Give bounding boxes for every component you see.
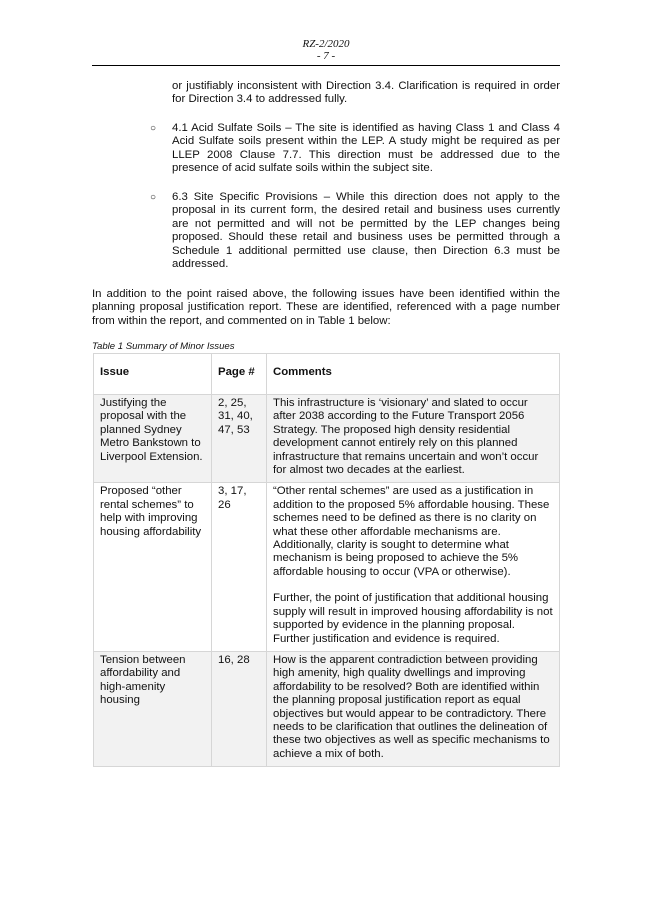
bullet-text: 4.1 Acid Sulfate Soils – The site is identified as having Class 1 and Class 4 Acid Sulfate soils present within the LEP. A study might be required as per LLEP 2008 Clause 7.7. This direction must be addressed due to the presence of acid sulfate soils within the subject site. [172, 122, 560, 175]
comment-paragraph: “Other rental schemes” are used as a justification in addition to the proposed 5% affordable housing. These schemes need to be defined as there is no clarity on what these other affordable mechanisms are. Additionally, clarity is sought to determine what mechanism is being proposed to achieve the 5% affordable housing to occur (VPA or otherwise). [273, 485, 550, 578]
page-number: - 7 - [316, 50, 336, 62]
column-header-issue: Issue [94, 354, 212, 395]
comment-paragraph: This infrastructure is ‘visionary’ and slated to occur after 2038 according to the Future Transport 2056 Strategy. The proposed high density residential development cannot entirely rely on this planned infrastructure that remains uncertain and won’t occur for almost two decades at the earliest. [273, 397, 539, 477]
bullet-text: 6.3 Site Specific Provisions – While this direction does not apply to the proposal in its current form, the desired retail and business uses currently are not permitted and will not be permitted by the LEP changes being proposed. Should these retail and business uses be permitted through a Schedule 1 additional permitted use clause, then Direction 6.3 must be addressed. [172, 191, 560, 271]
page-cell: 3, 17, 26 [212, 483, 267, 651]
paragraph-spacer [273, 579, 553, 592]
page-cell: 16, 28 [212, 651, 267, 766]
intro-paragraph: In addition to the point raised above, the following issues have been identified within the planning proposal justification report. These are identified, referenced with a page number from within the report, and commented on in Table 1 below: [92, 288, 560, 327]
table-row [94, 483, 560, 651]
table-header-row [94, 354, 560, 395]
continuation-paragraph: or justifiably inconsistent with Direction 3.4. Clarification is required in order for Direction 3.4 to addressed fully. [172, 80, 560, 106]
page-cell: 2, 25, 31, 40, 47, 53 [212, 395, 267, 483]
comments-cell [267, 483, 560, 651]
column-header-page: Page # [212, 354, 267, 395]
comments-cell [267, 395, 560, 483]
hollow-bullet-icon: ○ [150, 123, 157, 134]
comment-paragraph: Further, the point of justification that additional housing supply will result in improved housing affordability is not supported by evidence in the planning proposal. Further justification and evidence is required. [273, 592, 553, 645]
column-header-comments: Comments [267, 354, 560, 395]
header-divider [92, 65, 560, 66]
issue-cell: Proposed “other rental schemes” to help with improving housing affordability [94, 483, 212, 651]
minor-issues-table [93, 353, 560, 767]
table-caption: Table 1 Summary of Minor Issues [92, 341, 235, 352]
comments-cell [267, 651, 560, 766]
table-row [94, 395, 560, 483]
hollow-bullet-icon: ○ [150, 192, 157, 203]
page-header [92, 38, 560, 62]
comment-paragraph: How is the apparent contradiction between providing high amenity, high quality dwellings and improving affordability to be resolved? Both are identified within the planning proposal justification report as equal objectives but would appear to be contradictory. There needs to be clarification that outlines the delineation of these two objectives as well as specific mechanisms to achieve a mix of both. [273, 653, 550, 760]
document-reference: RZ-2/2020 [302, 38, 350, 50]
table-row [94, 651, 560, 766]
bullet-item-site-specific [150, 191, 560, 271]
bullet-item-acid-sulfate [150, 122, 560, 176]
issue-cell: Justifying the proposal with the planned Sydney Metro Bankstown to Liverpool Extension. [94, 395, 212, 483]
issue-cell: Tension between affordability and high-amenity housing [94, 651, 212, 766]
